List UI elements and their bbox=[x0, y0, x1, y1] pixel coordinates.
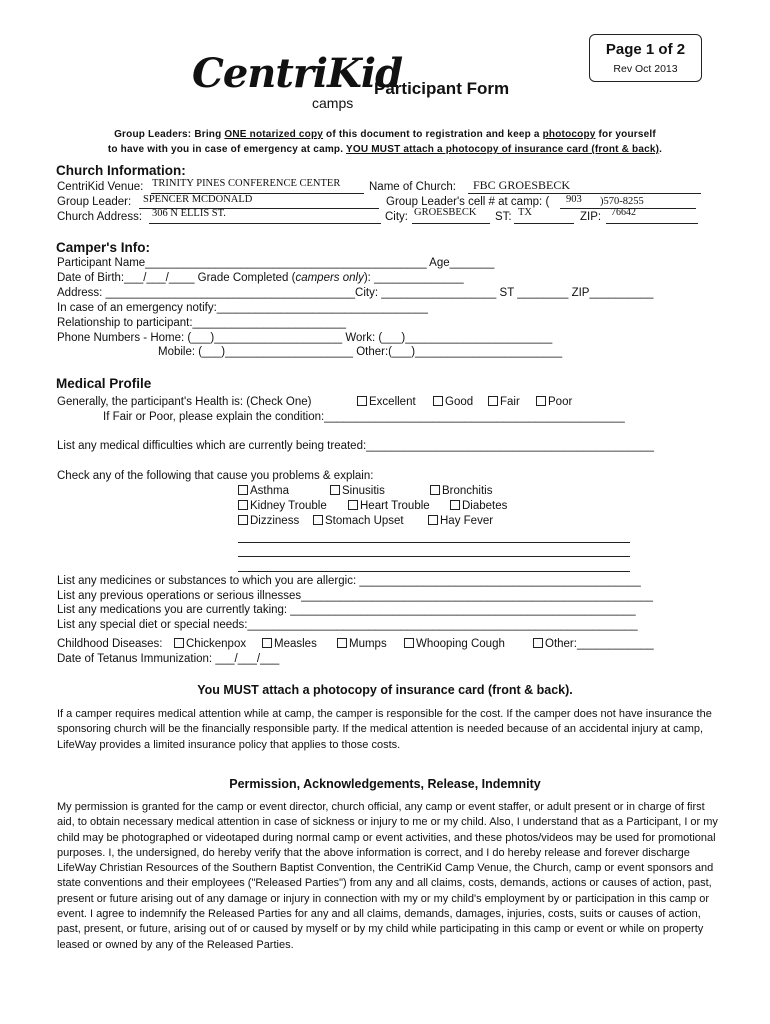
check-label: Check any of the following that cause you problems & explain: bbox=[57, 470, 374, 482]
condition-sinusitis[interactable]: Sinusitis bbox=[330, 485, 385, 497]
checkbox-icon bbox=[428, 515, 438, 525]
checkbox-icon bbox=[357, 396, 367, 406]
explain-line-3[interactable] bbox=[238, 571, 630, 572]
condition-asthma[interactable]: Asthma bbox=[238, 485, 289, 497]
cell-area: 903 bbox=[566, 194, 582, 205]
condition-heart[interactable]: Heart Trouble bbox=[348, 500, 430, 512]
explain-line-2[interactable] bbox=[238, 556, 630, 557]
childhood-measles[interactable]: Measles bbox=[262, 638, 317, 650]
church-heading: Church Information: bbox=[56, 163, 186, 178]
instructions-line-1: Group Leaders: Bring ONE notarized copy of this document to registration and keep a photocopy for yourself bbox=[114, 129, 656, 140]
emergency-line[interactable]: In case of an emergency notify:_________________________________ bbox=[57, 302, 428, 314]
health-option-excellent[interactable]: Excellent bbox=[357, 396, 416, 408]
childhood-whooping[interactable]: Whooping Cough bbox=[404, 638, 505, 650]
health-option-poor[interactable]: Poor bbox=[536, 396, 572, 408]
st-label: ST: bbox=[495, 211, 512, 223]
explain-line-1[interactable] bbox=[238, 542, 630, 543]
checkbox-icon bbox=[330, 485, 340, 495]
cell-label: Group Leader's cell # at camp: ( bbox=[386, 196, 550, 208]
camper-address-line[interactable]: Address: _______________________________________City: __________________ ST ________ ZIP__________ bbox=[57, 287, 654, 299]
venue-label: CentriKid Venue: bbox=[57, 181, 144, 193]
camper-heading: Camper's Info: bbox=[56, 240, 150, 255]
health-label: Generally, the participant's Health is: (Check One) bbox=[57, 396, 312, 408]
leader-label: Group Leader: bbox=[57, 196, 132, 208]
checkbox-icon bbox=[174, 638, 184, 648]
condition-kidney[interactable]: Kidney Trouble bbox=[238, 500, 327, 512]
checkbox-icon bbox=[238, 515, 248, 525]
condition-dizziness[interactable]: Dizziness bbox=[238, 515, 299, 527]
mobile-line[interactable]: Mobile: (___)____________________ Other:(___)_______________________ bbox=[158, 346, 563, 358]
city-value: GROESBECK bbox=[414, 207, 477, 218]
childhood-chickenpox[interactable]: Chickenpox bbox=[174, 638, 246, 650]
phone-line[interactable]: Phone Numbers - Home: (___)____________________ Work: (___)_______________________ bbox=[57, 332, 553, 344]
address-label: Church Address: bbox=[57, 211, 143, 223]
checkbox-icon bbox=[536, 396, 546, 406]
logo bbox=[192, 50, 402, 97]
condition-diabetes[interactable]: Diabetes bbox=[450, 500, 507, 512]
checkbox-icon bbox=[348, 500, 358, 510]
logo-sub: camps bbox=[312, 95, 354, 111]
checkbox-icon bbox=[488, 396, 498, 406]
rev-label: Rev Oct 2013 bbox=[613, 63, 678, 75]
diet-line[interactable]: List any special diet or special needs:_____________________________________________________________ bbox=[57, 619, 638, 631]
condition-bronchitis[interactable]: Bronchitis bbox=[430, 485, 493, 497]
church-name-label: Name of Church: bbox=[369, 181, 456, 193]
st-field[interactable] bbox=[514, 223, 574, 224]
city-field[interactable] bbox=[412, 223, 490, 224]
fair-poor-line[interactable]: If Fair or Poor, please explain the condition:_______________________________________________ bbox=[103, 411, 625, 423]
difficulties-line[interactable]: List any medical difficulties which are currently being treated:_____________________________________________ bbox=[57, 440, 654, 452]
insurance-heading: You MUST attach a photocopy of insurance card (front & back). bbox=[197, 683, 573, 697]
page-label: Page 1 of 2 bbox=[605, 41, 686, 58]
permission-heading: Permission, Acknowledgements, Release, Indemnity bbox=[229, 777, 541, 791]
checkbox-icon bbox=[430, 485, 440, 495]
condition-hayfever[interactable]: Hay Fever bbox=[428, 515, 493, 527]
instructions-line-2: to have with you in case of emergency at camp. YOU MUST attach a photocopy of insurance card (front & back). bbox=[107, 144, 663, 155]
checkbox-icon bbox=[450, 500, 460, 510]
checkbox-icon bbox=[313, 515, 323, 525]
medications-line[interactable]: List any medications you are currently taking: ______________________________________________________ bbox=[57, 604, 636, 616]
form-title: Participant Form bbox=[374, 79, 510, 98]
logo-text: CentriKid bbox=[192, 50, 403, 97]
checkbox-icon bbox=[533, 638, 543, 648]
health-option-good[interactable]: Good bbox=[433, 396, 473, 408]
checkbox-icon bbox=[238, 485, 248, 495]
childhood-label: Childhood Diseases: bbox=[57, 638, 163, 650]
permission-text: My permission is granted for the camp or event director, church official, any camp or event staffer, or adult present or in charge of first aid, to obtain necessary medical attention in case of sickness or injury to me or my child. Also, I understand that as a Participant, I or my child may be photographed or videotaped during normal camp or event activities, and these photos/videos may be used for promotional purposes. I, the undersigned, do hereby verify that the above information is correct, and I do hereby release and forever discharge LifeWay Christian Resources of the Southern Baptist Convention, the CentriKid Camp Venue, the Church, camp or event sponsors and state conventions and their employees ("Released Parties") from any and all claims, costs, demands, actions or causes of action, past, present or future arising out of any damage or injury in connection with my or my child's employment by or participation in this camp or event. I agree to indemnify the Released Parties for any and all claims, demands, damages, injuries, costs, suits or causes of action, past, present, or future, arising out of or caused by myself or by my child while participating in this camp or event or while on property leased or owned by any of the Released Parties. bbox=[57, 801, 718, 951]
address-field[interactable] bbox=[149, 223, 381, 224]
checkbox-icon bbox=[404, 638, 414, 648]
city-label: City: bbox=[385, 211, 408, 223]
church-name-field[interactable] bbox=[468, 193, 701, 194]
st-value: TX bbox=[518, 207, 532, 218]
zip-label: ZIP: bbox=[580, 211, 602, 223]
checkbox-icon bbox=[262, 638, 272, 648]
health-option-fair[interactable]: Fair bbox=[488, 396, 520, 408]
childhood-other[interactable]: Other:____________ bbox=[533, 638, 654, 650]
operations-line[interactable]: List any previous operations or serious illnesses_______________________________________________________ bbox=[57, 590, 653, 602]
checkbox-icon bbox=[337, 638, 347, 648]
address-value: 306 N ELLIS ST. bbox=[152, 208, 226, 219]
leader-value: SPENCER MCDONALD bbox=[143, 194, 253, 205]
childhood-mumps[interactable]: Mumps bbox=[337, 638, 387, 650]
allergic-line[interactable]: List any medicines or substances to which you are allergic: ____________________________________________ bbox=[57, 575, 641, 587]
relationship-line[interactable]: Relationship to participant:________________________ bbox=[57, 317, 347, 329]
checkbox-icon bbox=[433, 396, 443, 406]
church-name-value: FBC GROESBECK bbox=[473, 178, 571, 192]
camper-name-line[interactable]: Participant Name____________________________________________ Age_______ bbox=[57, 257, 495, 269]
checkbox-icon bbox=[238, 500, 248, 510]
tetanus-line[interactable]: Date of Tetanus Immunization: ___/___/___ bbox=[57, 653, 280, 665]
medical-heading: Medical Profile bbox=[56, 376, 152, 391]
camper-dob-line[interactable]: Date of Birth:___/___/____ Grade Completed (campers only): ______________ bbox=[57, 272, 464, 284]
cell-number: )570-8255 bbox=[600, 196, 644, 207]
zip-value: 76642 bbox=[611, 207, 636, 218]
venue-value: TRINITY PINES CONFERENCE CENTER bbox=[152, 178, 341, 189]
zip-field[interactable] bbox=[606, 223, 698, 224]
page-box bbox=[589, 34, 702, 82]
insurance-text: If a camper requires medical attention while at camp, the camper is responsible for the cost. If the camper does not have insurance the sponsoring church will be the financially responsible party. If the medical attention is needed because of an accidental injury at camp, LifeWay provides a limited insurance policy that applies to those costs. bbox=[57, 708, 712, 751]
condition-stomach[interactable]: Stomach Upset bbox=[313, 515, 404, 527]
